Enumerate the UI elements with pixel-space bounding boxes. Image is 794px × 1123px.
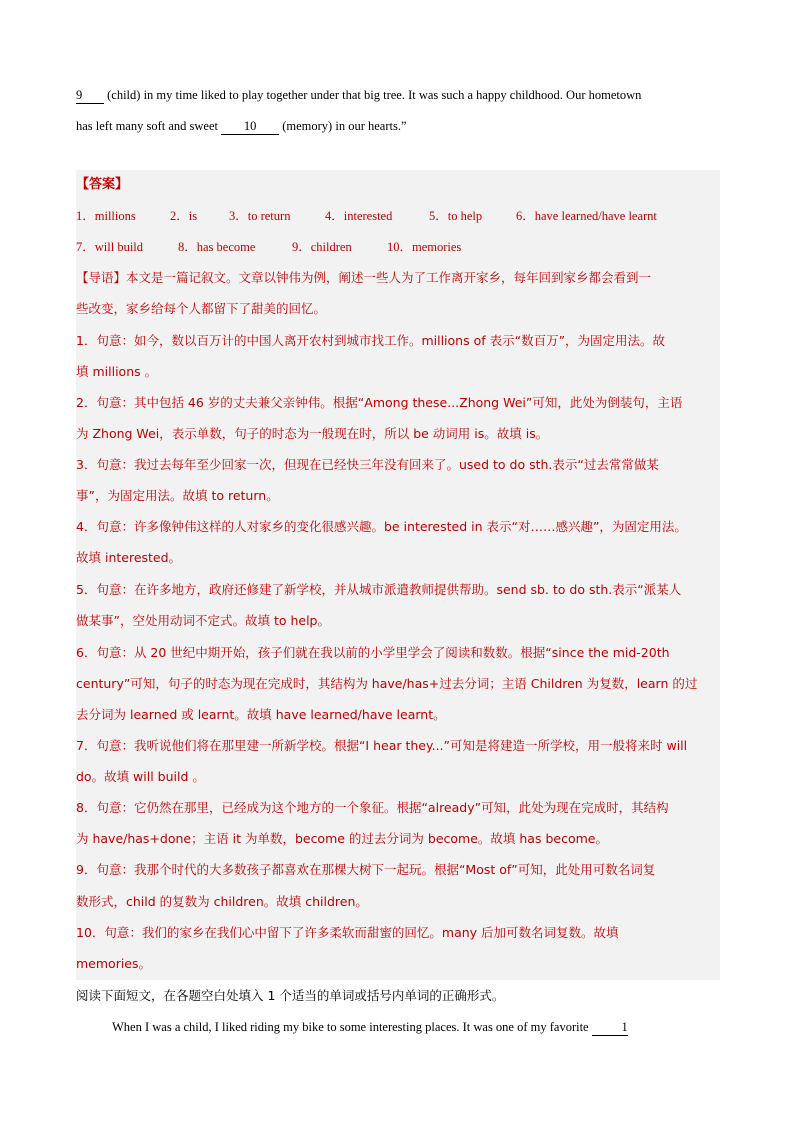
answer-10: 10．memories xyxy=(387,240,462,254)
answer-row-1 xyxy=(76,206,657,226)
exercise-instruction: 阅读下面短文，在各题空白处填入 1 个适当的单词或括号内单词的正确形式。 xyxy=(76,988,505,1003)
answer-9: 9．children xyxy=(292,240,352,254)
explanation-line: do。故填 will build 。 xyxy=(76,769,205,784)
answer-8: 8．has become xyxy=(178,240,256,254)
answer-7: 7．will build xyxy=(76,240,144,254)
passage-text-2a: has left many soft and sweet xyxy=(76,119,222,133)
answer-2: 2．is xyxy=(170,209,198,223)
passage-line-2 xyxy=(76,111,718,142)
passage-text-1: (child) in my time liked to play together under that big tree. It was such a happy childhood. Our hometown xyxy=(104,88,642,102)
explanation-line: 3．句意：我过去每年至少回家一次，但现在已经快三年没有回来了。used to do sth.表示“过去常常做某 xyxy=(76,457,659,472)
explanation-line: 去分词为 learned 或 learnt。故填 have learned/have learnt。 xyxy=(76,707,446,722)
passage-continuation xyxy=(76,80,718,142)
explanation-line: 填 millions 。 xyxy=(76,364,158,379)
guide-line-1: 【导语】本文是一篇记叙文。文章以钟伟为例，阐述一些人为了工作离开家乡，每年回到家乡都会看到一 xyxy=(76,270,652,285)
explanation-line: 7．句意：我听说他们将在那里建一所新学校。根据“I hear they...”可知是将建造一所学校，用一般将来时 will xyxy=(76,738,688,753)
answer-3: 3．to return xyxy=(229,209,291,223)
explanation-line: 做某事”，空处用动词不定式。故填 to help。 xyxy=(76,613,330,628)
answer-4: 4．interested xyxy=(325,209,393,223)
explanation-line: 10．句意：我们的家乡在我们心中留下了许多柔软而甜蜜的回忆。many 后加可数名词复数。故填 xyxy=(76,925,619,940)
story-first-line xyxy=(112,1017,722,1037)
explanation-line: 数形式，child 的复数为 children。故填 children。 xyxy=(76,894,368,909)
explanation-line: 5．句意：在许多地方，政府还修建了新学校，并从城市派遣教师提供帮助。send sb. to do sth.表示“派某人 xyxy=(76,582,682,597)
answer-5: 5．to help xyxy=(429,209,483,223)
explanation-line: 为 Zhong Wei，表示单数，句子的时态为一般现在时，所以 be 动词用 is。故填 is。 xyxy=(76,426,549,441)
answer-row-2 xyxy=(76,237,461,257)
explanation-line: century”可知，句子的时态为现在完成时，其结构为 have/has+过去分词；主语 Children 为复数，learn 的过 xyxy=(76,676,698,691)
guide-line-2: 些改变，家乡给每个人都留下了甜美的回忆。 xyxy=(76,301,327,316)
blank-1: 1 xyxy=(592,1019,628,1036)
explanation-line: 9．句意：我那个时代的大多数孩子都喜欢在那棵大树下一起玩。根据“Most of”可知，此处用可数名词复 xyxy=(76,862,656,877)
explanation-line: 1．句意：如今，数以百万计的中国人离开农村到城市找工作。millions of 表示“数百万”，为固定用法。故 xyxy=(76,333,666,348)
explanation-line: memories。 xyxy=(76,956,152,971)
answer-panel xyxy=(76,170,720,980)
explanation-line: 4．句意：许多像钟伟这样的人对家乡的变化很感兴趣。be interested in 表示“对……感兴趣”，为固定用法。 xyxy=(76,519,687,534)
explanation-line: 故填 interested。 xyxy=(76,550,182,565)
answer-6: 6．have learned/have learnt xyxy=(516,209,657,223)
explanation-line: 8．句意：它仍然在那里，已经成为这个地方的一个象征。根据“already”可知，此处为现在完成时，其结构 xyxy=(76,800,669,815)
answer-header: 【答案】 xyxy=(76,177,129,192)
passage-text-2b: (memory) in our hearts.” xyxy=(279,119,407,133)
explanation-line: 事”，为固定用法。故填 to return。 xyxy=(76,488,279,503)
passage-line-1 xyxy=(76,80,718,111)
explanation-line: 6．句意：从 20 世纪中期开始，孩子们就在我以前的小学里学会了阅读和数数。根据“since the mid-20th xyxy=(76,645,670,660)
explanation-line: 2．句意：其中包括 46 岁的丈夫兼父亲钟伟。根据“Among these...Zhong Wei”可知，此处为倒装句，主语 xyxy=(76,395,683,410)
answer-1: 1．millions xyxy=(76,209,136,223)
story-text: When I was a child, I liked riding my bike to some interesting places. It was one of my favorite xyxy=(112,1020,592,1034)
blank-9: 9 xyxy=(76,87,104,104)
blank-10: 10 xyxy=(221,118,279,135)
explanation-line: 为 have/has+done；主语 it 为单数，become 的过去分词为 become。故填 has become。 xyxy=(76,831,608,846)
